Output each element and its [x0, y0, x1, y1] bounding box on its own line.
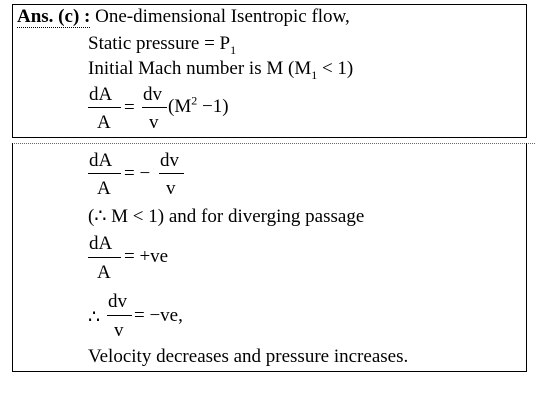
eq2-frac-bar-left — [88, 173, 121, 174]
condition-text: (∴ M < 1) and for diverging passage — [88, 206, 365, 227]
eq3-num: dA — [89, 233, 113, 254]
eq4-rhs: = −ve, — [134, 305, 183, 326]
eq2-den-right: v — [166, 178, 176, 199]
answer-header — [17, 6, 350, 28]
eq1-den-right: v — [149, 112, 159, 133]
answer-label: Ans. (c) : — [17, 6, 91, 27]
eq1-frac-bar-left — [88, 107, 121, 108]
initial-mach-suffix: < 1) — [317, 58, 354, 79]
initial-mach-line — [88, 58, 353, 80]
eq3-den: A — [97, 262, 111, 283]
eq1-tail-prefix: (M — [168, 96, 192, 117]
eq2-num-left: dA — [89, 150, 113, 171]
initial-mach-sub: 1 — [311, 67, 318, 82]
eq1-tail-suffix: −1) — [197, 96, 229, 117]
eq4-num: dv — [108, 291, 127, 312]
eq1-den-left: A — [97, 112, 111, 133]
eq2-equals: = − — [124, 163, 151, 184]
eq1-tail — [168, 93, 229, 118]
static-pressure-text: Static pressure = P — [88, 33, 231, 54]
eq4-den: v — [114, 320, 124, 341]
static-pressure-line — [88, 33, 236, 55]
divider-line — [12, 137, 527, 138]
eq1-num-right: dv — [143, 84, 162, 105]
static-pressure-sub: 1 — [230, 42, 237, 57]
eq2-num-right: dv — [160, 150, 179, 171]
eq1-equals: = — [124, 97, 135, 118]
eq4-therefore: ∴ — [88, 307, 101, 328]
eq1-num-left: dA — [89, 84, 113, 105]
eq2-den-left: A — [97, 178, 111, 199]
initial-mach-text: Initial Mach number is M (M — [88, 58, 312, 79]
conclusion-text: Velocity decreases and pressure increases. — [88, 346, 409, 367]
eq1-tail-sup: 2 — [191, 93, 198, 108]
eq4-frac-bar — [107, 315, 132, 316]
eq3-frac-bar — [88, 257, 121, 258]
eq2-frac-bar-right — [159, 173, 184, 174]
eq3-rhs: = +ve — [124, 246, 169, 267]
eq1-frac-bar-right — [142, 107, 167, 108]
answer-title: One-dimensional Isentropic flow, — [95, 6, 350, 27]
